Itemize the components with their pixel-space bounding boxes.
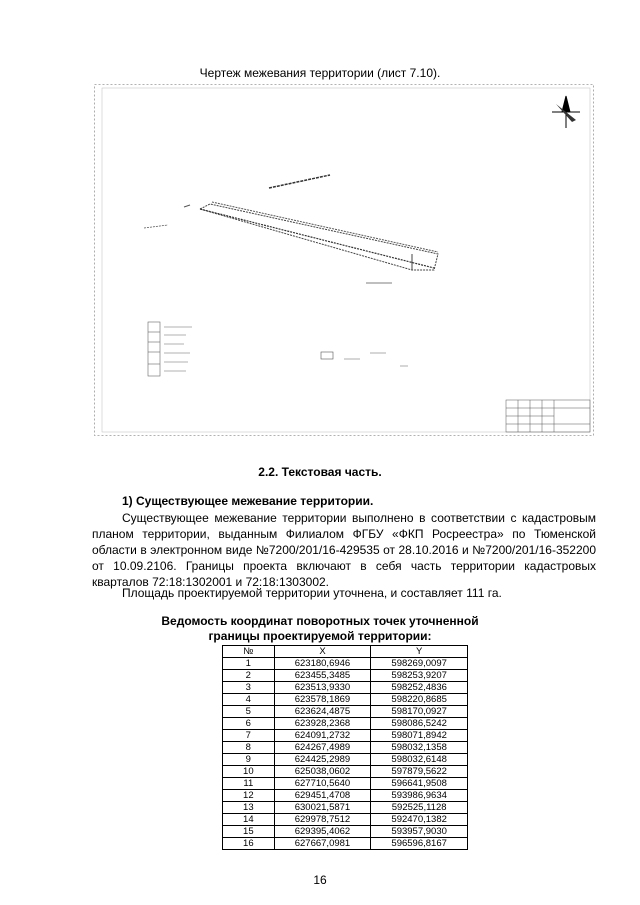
cell-x: 623180,6946 xyxy=(274,658,371,670)
cell-x: 627667,0981 xyxy=(274,838,371,850)
table-row xyxy=(223,718,468,730)
table-row xyxy=(223,742,468,754)
table-row xyxy=(223,838,468,850)
cell-number: 2 xyxy=(223,670,275,682)
cell-number: 4 xyxy=(223,694,275,706)
body-paragraph: Существующее межевание территории выполнено в соответствии с кадастровым планом территории, выданным Филиалом ФГБУ «ФКП Росреестра» по Тюменской области в электронном виде №7200/201/16-429535 от 28.10.2016 и №7200/201/16-352200 от 10.09.2106. Границы проекта включают в себя часть территории кадастровых кварталов 72:18:1302001 и 72:18:1303002. xyxy=(92,511,596,589)
coordinates-table xyxy=(222,645,468,850)
cell-y: 596641,9508 xyxy=(371,778,468,790)
cell-y: 592470,1382 xyxy=(371,814,468,826)
cell-y: 598252,4836 xyxy=(371,682,468,694)
cell-number: 10 xyxy=(223,766,275,778)
cell-number: 16 xyxy=(223,838,275,850)
table-row xyxy=(223,790,468,802)
table-row xyxy=(223,778,468,790)
cell-number: 6 xyxy=(223,718,275,730)
table-header-row xyxy=(223,646,468,658)
survey-drawing xyxy=(94,84,594,436)
cell-x: 623624,4875 xyxy=(274,706,371,718)
table-row xyxy=(223,754,468,766)
table-body xyxy=(223,658,468,850)
title-block xyxy=(506,400,590,432)
cell-x: 623455,3485 xyxy=(274,670,371,682)
cell-number: 8 xyxy=(223,742,275,754)
cell-y: 598253,9207 xyxy=(371,670,468,682)
cell-y: 592525,1128 xyxy=(371,802,468,814)
cell-x: 624267,4989 xyxy=(274,742,371,754)
cell-x: 627710,5640 xyxy=(274,778,371,790)
cell-x: 623928,2368 xyxy=(274,718,371,730)
cell-y: 598071,8942 xyxy=(371,730,468,742)
cell-y: 598220,8685 xyxy=(371,694,468,706)
col-header-number: № xyxy=(223,646,275,658)
table-row xyxy=(223,694,468,706)
cell-number: 5 xyxy=(223,706,275,718)
col-header-y: Y xyxy=(371,646,468,658)
cell-y: 596596,8167 xyxy=(371,838,468,850)
subsection-heading: 1) Существующее межевание территории. xyxy=(122,494,374,508)
section-heading: 2.2. Текстовая часть. xyxy=(258,465,382,479)
table-row xyxy=(223,802,468,814)
table-row xyxy=(223,814,468,826)
cell-number: 3 xyxy=(223,682,275,694)
cell-number: 11 xyxy=(223,778,275,790)
north-arrow-icon xyxy=(552,96,580,128)
table-title-line-2: границы проектируемой территории: xyxy=(208,629,432,643)
cell-y: 598032,1358 xyxy=(371,742,468,754)
table-row xyxy=(223,670,468,682)
cell-x: 625038,0602 xyxy=(274,766,371,778)
cell-y: 593986,9634 xyxy=(371,790,468,802)
cell-number: 1 xyxy=(223,658,275,670)
cell-number: 13 xyxy=(223,802,275,814)
cell-y: 593957,9030 xyxy=(371,826,468,838)
cell-number: 12 xyxy=(223,790,275,802)
cell-number: 14 xyxy=(223,814,275,826)
page-number: 16 xyxy=(313,873,327,887)
table-row xyxy=(223,682,468,694)
cell-x: 623513,9330 xyxy=(274,682,371,694)
drawing-caption: Чертеж межевания территории (лист 7.10). xyxy=(199,66,441,80)
cell-number: 9 xyxy=(223,754,275,766)
col-header-x: X xyxy=(274,646,371,658)
cell-x: 629395,4062 xyxy=(274,826,371,838)
cell-x: 630021,5871 xyxy=(274,802,371,814)
cell-x: 624425,2989 xyxy=(274,754,371,766)
cell-y: 598086,5242 xyxy=(371,718,468,730)
cell-y: 598269,0097 xyxy=(371,658,468,670)
table-title-line-1: Ведомость координат поворотных точек уточненной xyxy=(161,614,479,628)
legend-block xyxy=(148,322,192,376)
area-text: Площадь проектируемой территории уточнена, и составляет 111 га. xyxy=(122,586,502,600)
cell-y: 598032,6148 xyxy=(371,754,468,766)
table-row xyxy=(223,826,468,838)
cell-x: 629451,4708 xyxy=(274,790,371,802)
table-title xyxy=(0,614,640,644)
cell-number: 7 xyxy=(223,730,275,742)
cell-number: 15 xyxy=(223,826,275,838)
cell-y: 598170,0927 xyxy=(371,706,468,718)
table-row xyxy=(223,706,468,718)
table-row xyxy=(223,730,468,742)
table-row xyxy=(223,766,468,778)
cell-x: 623578,1869 xyxy=(274,694,371,706)
cell-x: 624091,2732 xyxy=(274,730,371,742)
cell-x: 629978,7512 xyxy=(274,814,371,826)
table-row xyxy=(223,658,468,670)
cell-y: 597879,5622 xyxy=(371,766,468,778)
